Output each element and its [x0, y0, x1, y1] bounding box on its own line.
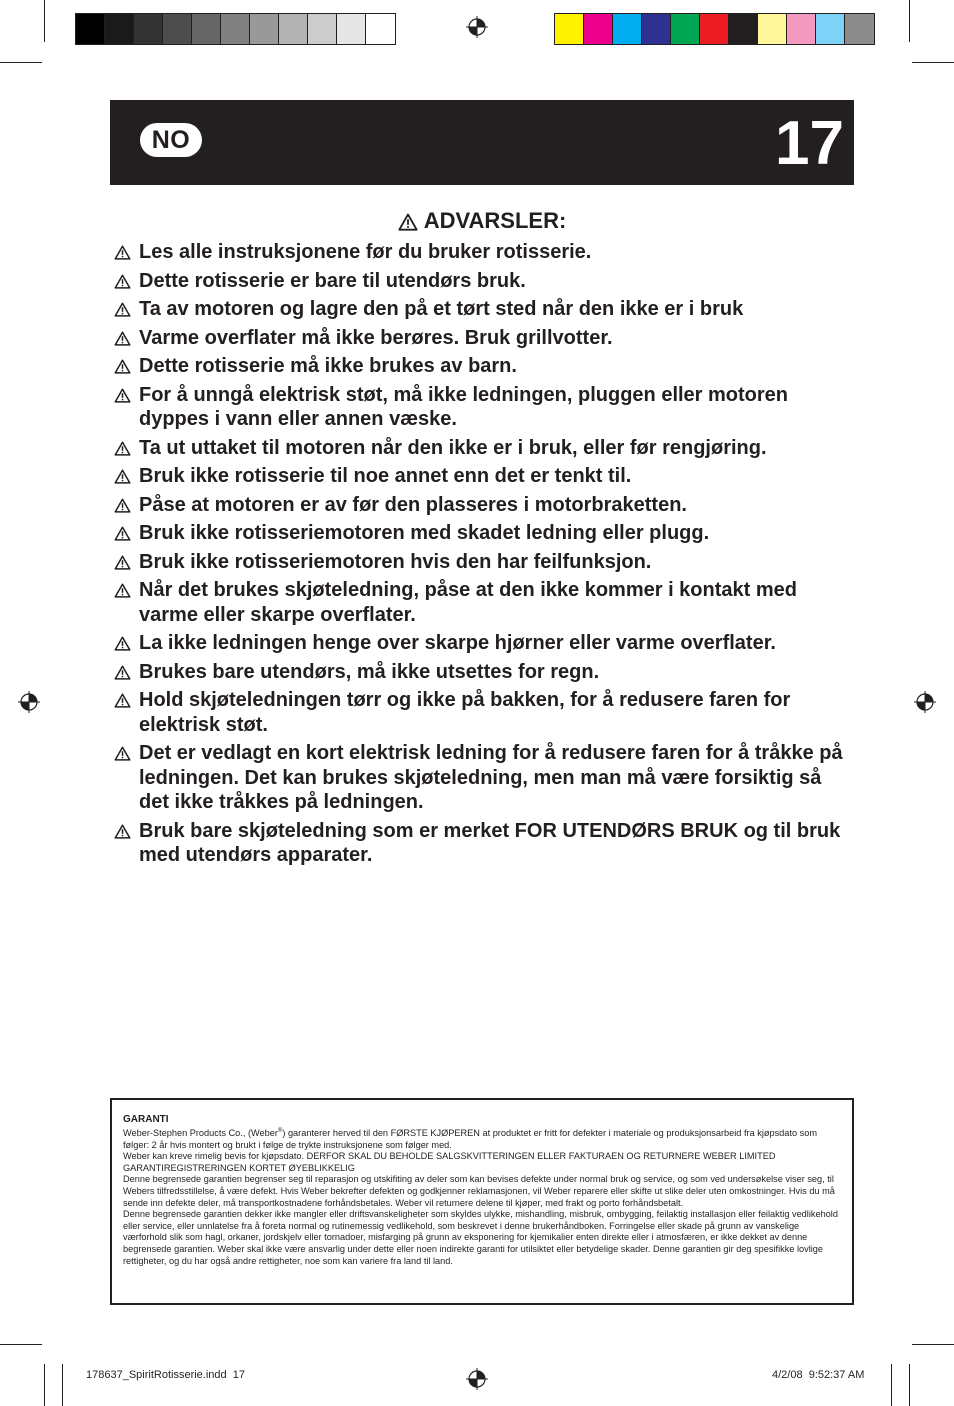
warning-item — [114, 493, 854, 518]
warning-triangle-icon — [114, 665, 131, 680]
grayscale-swatch — [163, 14, 192, 44]
guarantee-title: GARANTI — [123, 1114, 169, 1125]
warnings-heading — [110, 206, 854, 236]
crop-mark — [912, 62, 954, 63]
crop-mark — [909, 1364, 910, 1406]
warning-text: Bruk ikke rotisseriemotoren med skadet ledning eller plugg. — [139, 522, 710, 544]
slug-time: 9:52:37 AM — [808, 1369, 865, 1381]
warning-text: Bruk ikke rotisserie til noe annet enn det er tenkt til. — [139, 465, 632, 487]
warning-triangle-icon — [114, 388, 131, 403]
grayscale-swatch — [192, 14, 221, 44]
page-number: 17 — [775, 109, 844, 178]
warning-triangle-icon — [114, 693, 131, 708]
process-color-swatch — [642, 14, 671, 44]
grayscale-swatch — [76, 14, 105, 44]
process-color-swatch — [613, 14, 642, 44]
warning-item — [114, 631, 854, 656]
warning-text: For å unngå elektrisk støt, må ikke ledningen, pluggen eller motoren dyppes i vann eller annen væske. — [139, 383, 789, 430]
warning-item — [114, 297, 854, 322]
warning-text: Varme overflater må ikke berøres. Bruk grillvotter. — [139, 326, 613, 349]
guarantee-text: Weber-Stephen Products Co., (Weber — [123, 1128, 278, 1139]
slug-file-info — [86, 1368, 245, 1382]
process-color-swatch — [584, 14, 613, 44]
warning-text: Påse at motoren er av før den plasseres i motorbraketten. — [139, 493, 687, 516]
warning-triangle-icon — [398, 213, 418, 231]
language-badge: NO — [140, 123, 202, 157]
process-color-swatch — [845, 14, 874, 44]
warning-triangle-icon — [114, 274, 131, 289]
warning-triangle-icon — [114, 526, 131, 541]
warning-item — [114, 240, 854, 265]
slug-file-name: 178637_SpiritRotisserie.indd — [86, 1369, 227, 1381]
warning-triangle-icon — [114, 746, 131, 761]
process-color-swatch — [729, 14, 758, 44]
guarantee-text: ) garanterer herved til den FØRSTE KJØPEREN at produktet er fritt for defekter i materiale og produksjonsarbeid fra kjøpsdato som følger: 2 år hvis montert og brukt i følge de trykte instruksjonene som følger med. — [123, 1128, 817, 1150]
warning-item — [114, 326, 854, 351]
page-header-band — [110, 100, 854, 185]
warning-triangle-icon — [114, 583, 131, 598]
warning-text: Dette rotisserie må ikke brukes av barn. — [139, 355, 517, 377]
warning-item — [114, 464, 854, 489]
guarantee-paragraph — [123, 1126, 840, 1151]
warning-triangle-icon — [114, 824, 131, 839]
warning-triangle-icon — [114, 636, 131, 651]
crop-mark — [0, 1344, 42, 1345]
slug-page: 17 — [232, 1369, 246, 1381]
warning-triangle-icon — [114, 359, 131, 374]
process-color-swatch — [816, 14, 845, 44]
process-color-swatch — [671, 14, 700, 44]
process-color-swatch — [555, 14, 584, 44]
grayscale-swatch — [105, 14, 134, 44]
warning-text: Les alle instruksjonene før du bruker rotisserie. — [139, 241, 592, 263]
crop-mark — [891, 1364, 892, 1406]
warning-text: Det er vedlagt en kort elektrisk ledning for å redusere faren for å tråkke på ledningen. Det kan brukes skjøteledning, men man må være forsiktig så det ikke tråkkes på ledningen. — [139, 742, 843, 813]
warning-item — [114, 521, 854, 546]
warnings-title: ADVARSLER: — [423, 208, 567, 233]
crop-mark — [912, 1344, 954, 1345]
warning-triangle-icon — [114, 302, 131, 317]
grayscale-swatch — [366, 14, 395, 44]
slug-date: 4/2/08 — [772, 1369, 803, 1381]
warning-item — [114, 741, 854, 815]
registration-mark-icon — [18, 691, 40, 713]
grayscale-color-bar — [75, 13, 396, 45]
grayscale-swatch — [337, 14, 366, 44]
warning-text: Ta av motoren og lagre den på et tørt sted når den ikke er i bruk — [139, 298, 744, 320]
warning-text: La ikke ledningen henge over skarpe hjørner eller varme overflater. — [139, 632, 776, 654]
crop-mark — [44, 1364, 45, 1406]
guarantee-paragraph: Denne begrensede garantien dekker ikke mangler eller driftsvanskeligheter som skyldes ulykke, mishandling, misbruk, ombygging, feilaktig installasjon eller feilaktig vedlikehold eller service, eller unnlatelse fra å foreta normal og rutinemessig vedlikehold, som beskrevet i denne brukerhåndboken. Forringelse eller skade på grunn av vanskelige værforhold slik som hagl, orkaner, jordskjelv eller tornadoer, misfarging på grunn av eksponering for kjemikalier enten direkte eller i atmosfæren, er ikke dekket av denne begrensede garantien. Weber skal ikke være ansvarlig under dette eller noen indirekte garanti for utilsiktet eller betydelige skader. Denne garantien gir deg spesifikke lovlige rettigheter, og du har også andre rettigheter, noe som kan variere fra land til land. — [123, 1209, 838, 1266]
warning-text: Dette rotisserie er bare til utendørs bruk. — [139, 269, 526, 292]
warning-text: Brukes bare utendørs, må ikke utsettes for regn. — [139, 660, 600, 683]
registration-mark-icon — [914, 691, 936, 713]
grayscale-swatch — [221, 14, 250, 44]
grayscale-swatch — [308, 14, 337, 44]
process-color-bar — [554, 13, 875, 45]
warning-item — [114, 550, 854, 575]
crop-mark — [62, 1364, 63, 1406]
guarantee-paragraph: Denne begrensede garantien begrenser seg til reparasjon og utskifiting av deler som kan bevises defekte under normal bruk og service, og som ved undersøkelse viser seg, til Webers tilfredsstillelse, å være defekt. Hvis Weber bekrefter defekten og godkjenner reklamasjonen, vil Weber reparere eller skifte ut slike deler uten omkostninger. Hvis du må sende inn defekte deler, må transportkostnadene forhåndsbetales. Weber vil returnere delene til kjøper, med frakt og porto forhåndsbetalt. — [123, 1174, 835, 1208]
warning-item — [114, 578, 854, 627]
warning-text: Når det brukes skjøteledning, påse at den ikke kommer i kontakt med varme eller skarpe overflater. — [139, 579, 797, 626]
warning-item — [114, 660, 854, 685]
guarantee-paragraph: Weber kan kreve rimelig bevis for kjøpsdato. DERFOR SKAL DU BEHOLDE SALGSKVITTERINGEN ELLER FAKTURAEN OG RETURNERE WEBER LIMITED GARANTIREGISTRERINGEN KORTET ØYEBLIKKELIG — [123, 1151, 776, 1173]
crop-mark — [44, 0, 45, 42]
warning-text: Hold skjøteledningen tørr og ikke på bakken, for å redusere faren for elektrisk støt. — [139, 689, 791, 736]
registration-mark-icon — [466, 16, 488, 38]
process-color-swatch — [758, 14, 787, 44]
warning-item — [114, 269, 854, 294]
crop-mark — [909, 0, 910, 42]
process-color-swatch — [700, 14, 729, 44]
warnings-list — [114, 240, 854, 872]
registered-mark: ® — [277, 1128, 283, 1134]
guarantee-box — [110, 1098, 854, 1305]
grayscale-swatch — [279, 14, 308, 44]
grayscale-swatch — [134, 14, 163, 44]
registration-mark-icon — [466, 1368, 488, 1390]
warning-text: Bruk ikke rotisseriemotoren hvis den har feilfunksjon. — [139, 550, 652, 573]
warning-item — [114, 819, 854, 868]
warning-item — [114, 354, 854, 379]
warning-triangle-icon — [114, 498, 131, 513]
warning-text: Ta ut uttaket til motoren når den ikke er i bruk, eller før rengjøring. — [139, 436, 767, 459]
warning-item — [114, 688, 854, 737]
warning-triangle-icon — [114, 331, 131, 346]
warning-triangle-icon — [114, 441, 131, 456]
warning-triangle-icon — [114, 555, 131, 570]
warning-triangle-icon — [114, 469, 131, 484]
crop-mark — [0, 62, 42, 63]
grayscale-swatch — [250, 14, 279, 44]
warning-text: Bruk bare skjøteledning som er merket FOR UTENDØRS BRUK og til bruk med utendørs apparater. — [139, 819, 841, 866]
warning-item — [114, 436, 854, 461]
slug-date-time — [772, 1368, 864, 1382]
process-color-swatch — [787, 14, 816, 44]
warning-item — [114, 383, 854, 432]
warning-triangle-icon — [114, 245, 131, 260]
